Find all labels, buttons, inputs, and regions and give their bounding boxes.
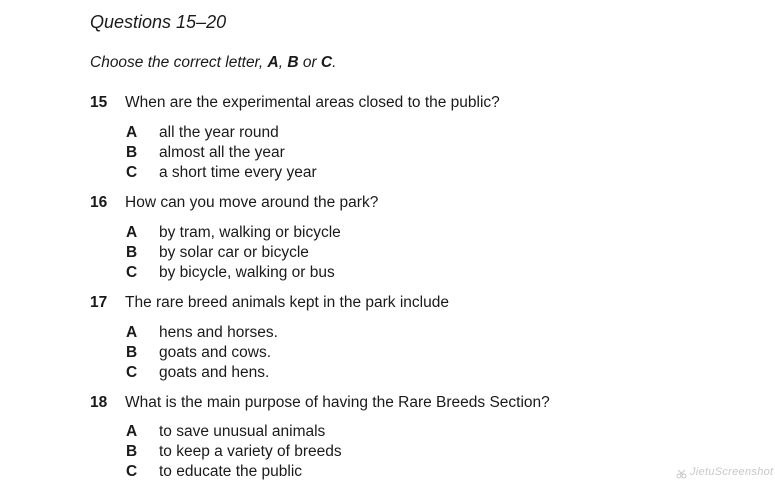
option-letter: B	[126, 144, 138, 161]
option-letter: B	[126, 344, 138, 361]
question-text: How can you move around the park?	[125, 194, 379, 211]
option-letter: B	[126, 244, 138, 261]
option-letter: C	[126, 364, 138, 381]
option-letter: A	[126, 423, 138, 440]
option-text: by tram, walking or bicycle	[159, 224, 341, 241]
watermark: JietuScreenshot	[690, 466, 774, 478]
option-text: by solar car or bicycle	[159, 244, 309, 261]
option-letter: C	[126, 463, 138, 480]
instruction-sep2: or	[298, 54, 321, 71]
heading: Questions 15–20	[90, 12, 227, 32]
option-text: goats and cows.	[159, 344, 272, 361]
option-letter: B	[126, 443, 138, 460]
instruction-letter-a: A	[267, 54, 279, 71]
option-text: goats and hens.	[159, 364, 270, 381]
option-letter: A	[126, 324, 138, 341]
option-letter: A	[126, 224, 138, 241]
scissors-icon	[676, 469, 688, 479]
option-letter: C	[126, 164, 138, 181]
option-text: by bicycle, walking or bus	[159, 264, 335, 281]
question-number: 18	[90, 394, 108, 411]
option-text: all the year round	[159, 124, 279, 141]
question-number: 16	[90, 194, 108, 211]
question-text: When are the experimental areas closed to the public?	[125, 94, 500, 111]
option-text: almost all the year	[159, 144, 285, 161]
question-text: The rare breed animals kept in the park include	[125, 294, 449, 311]
question-number: 15	[90, 94, 108, 111]
instruction-letter-c: C	[320, 54, 333, 71]
option-letter: A	[126, 124, 138, 141]
instruction	[90, 54, 336, 72]
option-text: to keep a variety of breeds	[159, 443, 342, 460]
question-text: What is the main purpose of having the Rare Breeds Section?	[125, 394, 550, 411]
instruction-sep1: ,	[278, 54, 288, 71]
option-text: a short time every year	[159, 164, 317, 181]
instruction-prefix: Choose the correct letter,	[90, 54, 268, 71]
instruction-suffix: .	[332, 54, 337, 71]
option-text: to save unusual animals	[159, 423, 326, 440]
option-letter: C	[126, 264, 138, 281]
instruction-letter-b: B	[287, 54, 299, 71]
option-text: hens and horses.	[159, 324, 278, 341]
question-number: 17	[90, 294, 108, 311]
option-text: to educate the public	[159, 463, 303, 480]
